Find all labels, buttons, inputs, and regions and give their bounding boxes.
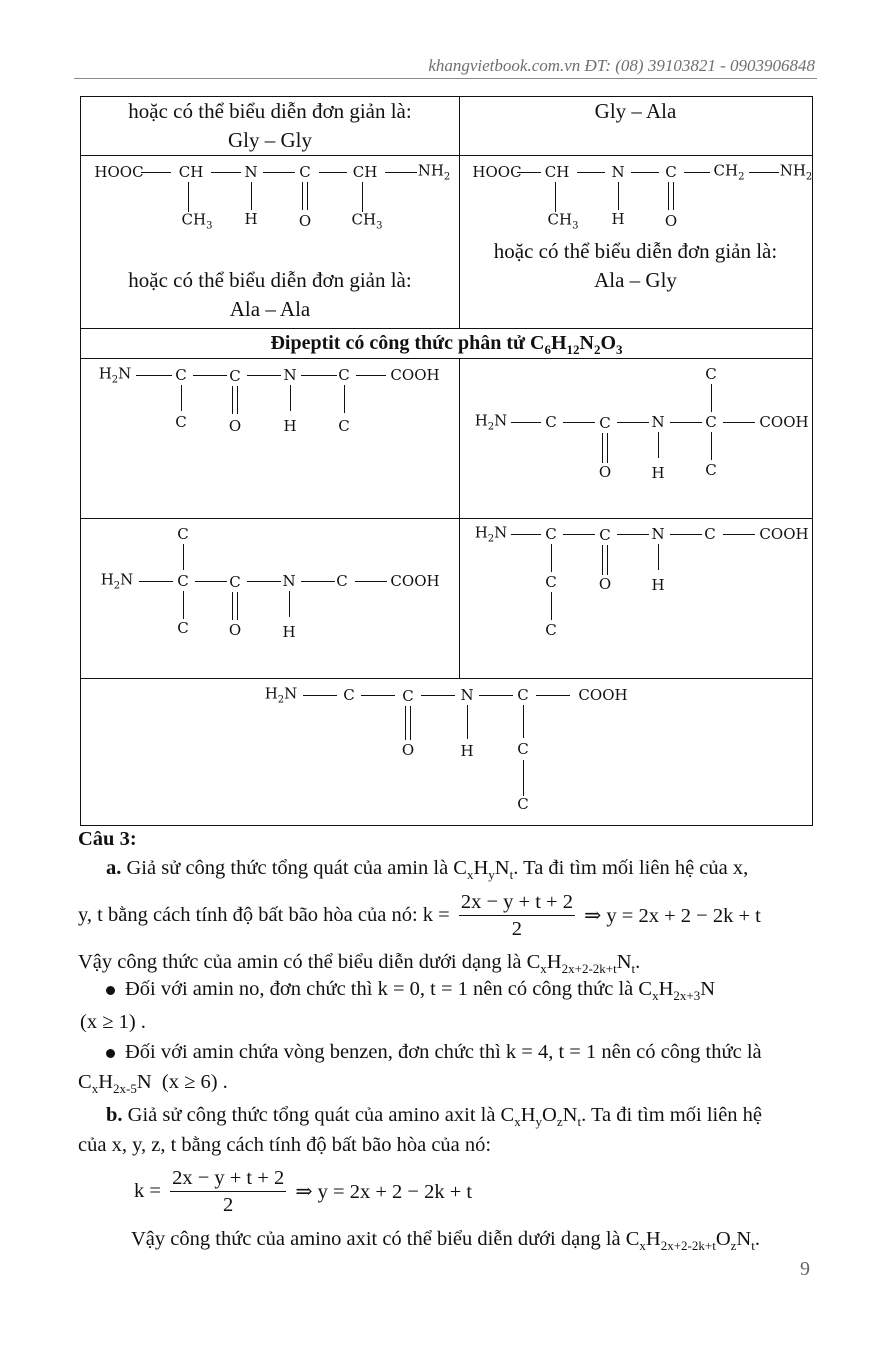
bond	[251, 182, 252, 210]
part-b-label: b.	[106, 1104, 123, 1126]
double-bond	[232, 386, 238, 414]
atom-label: N	[611, 163, 625, 181]
bond	[385, 172, 417, 173]
atom-label: $CH_2$	[713, 161, 745, 183]
atom-label: H	[651, 576, 665, 594]
double-bond	[602, 545, 608, 575]
structure-4	[459, 518, 812, 678]
atom-label: C	[517, 795, 529, 813]
atom-label: C	[705, 461, 717, 479]
atom-label: $NH_2$	[779, 161, 813, 183]
double-bond	[302, 182, 308, 210]
bond	[511, 422, 541, 423]
atom-label: COOH	[759, 413, 809, 431]
bond	[355, 581, 387, 582]
bond	[361, 695, 395, 696]
atom-label: N	[651, 525, 665, 543]
bullet-benzene-formula: $C_xH_{2x-5}N$ (x ≥ 6) .	[78, 1071, 228, 1097]
atom-label: H	[460, 742, 474, 760]
part-a-label: a.	[106, 857, 122, 879]
bond	[618, 182, 619, 210]
structure-3	[81, 518, 459, 678]
structure-5	[251, 678, 651, 826]
bond	[195, 581, 227, 582]
atom-label: HOOC	[94, 163, 144, 181]
bond	[183, 591, 184, 619]
double-bond	[668, 182, 674, 210]
atom-label: C	[343, 686, 355, 704]
bond	[290, 385, 291, 411]
atom-label: C	[705, 413, 717, 431]
atom-label: H	[611, 210, 625, 228]
cell-gly-gly	[81, 97, 459, 155]
atom-label: $H_2N$	[264, 684, 298, 706]
atom-label: CH	[544, 163, 570, 181]
bond	[301, 375, 337, 376]
atom-label: C	[517, 740, 529, 758]
atom-label: COOH	[759, 525, 809, 543]
atom-label: H	[283, 417, 297, 435]
atom-label: C	[545, 413, 557, 431]
bond	[211, 172, 241, 173]
structure-1	[81, 358, 459, 518]
atom-label: N	[651, 413, 665, 431]
bond	[617, 422, 649, 423]
peptide-name: Ala – Gly	[594, 268, 677, 292]
atom-label: C	[338, 366, 350, 384]
structural-formula	[81, 155, 459, 245]
bond	[188, 182, 189, 212]
bond	[749, 172, 779, 173]
bond	[247, 581, 281, 582]
atom-label: $CH_3$	[181, 210, 213, 232]
peptide-name: Ala – Ala	[229, 297, 311, 321]
atom-label: N	[282, 572, 296, 590]
atom-label: $H_2N$	[474, 523, 508, 545]
atom-label: O	[598, 463, 612, 481]
atom-label: H	[244, 210, 258, 228]
atom-label: O	[401, 741, 415, 759]
atom-label: CH	[352, 163, 378, 181]
bond	[362, 182, 363, 212]
atom-label: COOH	[390, 572, 440, 590]
atom-label: C	[545, 621, 557, 639]
bond	[141, 172, 171, 173]
bond	[658, 544, 659, 570]
bond	[181, 385, 182, 411]
cell-text: hoặc có thể biểu diễn đơn giản là:	[128, 268, 412, 292]
atom-label: C	[545, 573, 557, 591]
atom-label: O	[598, 575, 612, 593]
atom-label: O	[298, 212, 312, 230]
bond	[467, 705, 468, 739]
atom-label: N	[283, 366, 297, 384]
bond	[670, 422, 702, 423]
atom-label: N	[460, 686, 474, 704]
bond	[263, 172, 295, 173]
atom-label: $NH_2$	[417, 161, 451, 183]
part-a-general-formula: Vậy công thức của amin có thể biểu diễn dưới dạng là $C_xH_{2x+2-2k+t}N_t$.	[78, 951, 641, 977]
fraction: $\frac{2x - y + t + 2}{2}$	[172, 1167, 285, 1216]
double-bond	[405, 706, 411, 740]
atom-label: HOOC	[472, 163, 522, 181]
atom-label: H	[282, 623, 296, 641]
bond	[658, 432, 659, 458]
bond	[631, 172, 659, 173]
peptide-name: Gly – Ala	[594, 99, 677, 123]
atom-label: $H_2N$	[100, 570, 134, 592]
part-a-line1: a. Giả sử công thức tổng quát của amin là $C_xH_yN_t$. Ta đi tìm mối liên hệ của x,	[106, 857, 749, 883]
condition-text: (x ≥ 1) .	[80, 1011, 146, 1033]
bond	[303, 695, 337, 696]
atom-label: C	[599, 526, 611, 544]
dipeptide-table	[80, 96, 813, 826]
cell-text: hoặc có thể biểu diễn đơn giản là:	[128, 99, 412, 123]
structural-formula	[459, 155, 812, 245]
bond	[617, 534, 649, 535]
part-b-line2: của x, y, z, t bằng cách tính độ bất bão hòa của nó:	[78, 1134, 492, 1156]
atom-label: COOH	[390, 366, 440, 384]
bond	[421, 695, 455, 696]
part-b-equation: k = $\frac{2x - y + t + 2}{2}$ ⇒ y = 2x + 2 − 2k + t	[134, 1167, 473, 1216]
bond	[136, 375, 172, 376]
bond	[193, 375, 227, 376]
bond	[139, 581, 173, 582]
atom-label: C	[705, 365, 717, 383]
atom-label: C	[177, 619, 189, 637]
bond	[319, 172, 347, 173]
bond	[183, 544, 184, 570]
atom-label: C	[299, 163, 311, 181]
atom-label: $H_2N$	[98, 364, 132, 386]
atom-label: CH	[178, 163, 204, 181]
atom-label: C	[665, 163, 677, 181]
bond	[523, 760, 524, 796]
atom-label: C	[704, 525, 716, 543]
bond	[711, 432, 712, 460]
atom-label: N	[244, 163, 258, 181]
atom-label: O	[228, 621, 242, 639]
dipeptide-title: Đipeptit có công thức phân tử $C_6H_{12}N_2O_3$	[270, 332, 623, 357]
atom-label: C	[229, 367, 241, 385]
bond	[577, 172, 605, 173]
part-b-line1: b. Giả sử công thức tổng quát của amino axit là $C_xH_yO_zN_t$. Ta đi tìm mối liên hệ	[106, 1104, 763, 1130]
bond	[344, 385, 345, 413]
bond	[301, 581, 335, 582]
page-header	[74, 56, 817, 79]
bullet-icon	[106, 1049, 115, 1058]
cell-gly-ala	[459, 97, 812, 155]
bond	[479, 695, 513, 696]
structure-2	[459, 358, 812, 518]
bond	[684, 172, 710, 173]
cell-text: hoặc có thể biểu diễn đơn giản là:	[493, 239, 778, 263]
atom-label: C	[402, 687, 414, 705]
double-bond	[232, 592, 238, 620]
bond	[563, 422, 595, 423]
bond	[356, 375, 386, 376]
fraction: $\frac{2x - y + t + 2}{2}$	[460, 891, 573, 940]
atom-label: C	[599, 414, 611, 432]
bond	[551, 544, 552, 572]
bond	[723, 422, 755, 423]
atom-label: C	[545, 525, 557, 543]
bond	[511, 534, 541, 535]
bond	[723, 534, 755, 535]
atom-label: H	[651, 464, 665, 482]
atom-label: C	[336, 572, 348, 590]
cell-ala-ala	[81, 155, 459, 328]
atom-label: COOH	[578, 686, 628, 704]
part-b-general-formula: Vậy công thức của amino axit có thể biểu diễn dưới dạng là $C_xH_{2x+2-2k+t}O_zN_t$.	[131, 1228, 760, 1254]
atom-label: C	[175, 366, 187, 384]
atom-label: $H_2N$	[474, 411, 508, 433]
header-text: khangvietbook.com.vn ĐT: (08) 39103821 - 0903906848	[428, 56, 815, 75]
atom-label: C	[517, 686, 529, 704]
part-a-equation: y, t bằng cách tính độ bất bão hòa của nó: k = $\frac{2x - y + t + 2}{2}$ ⇒ y = 2x + 2 − 2k + t	[78, 891, 761, 940]
question-title: Câu 3:	[78, 828, 137, 850]
peptide-name: Gly – Gly	[228, 128, 312, 152]
page-number: 9	[800, 1258, 810, 1280]
atom-label: C	[175, 413, 187, 431]
double-bond	[602, 433, 608, 463]
bond	[289, 591, 290, 617]
atom-label: C	[338, 417, 350, 435]
bond	[517, 172, 541, 173]
atom-label: C	[177, 525, 189, 543]
bond	[555, 182, 556, 212]
atom-label: C	[177, 572, 189, 590]
bond	[670, 534, 702, 535]
atom-label: $CH_3$	[351, 210, 383, 232]
cell-ala-gly	[459, 155, 812, 328]
bond	[536, 695, 570, 696]
bond	[523, 705, 524, 738]
bullet-icon	[106, 986, 115, 995]
bond	[551, 592, 552, 620]
bullet-saturated-amine: Đối với amin no, đơn chức thì k = 0, t = 1 nên có công thức là $C_xH_{2x+3}N$	[106, 978, 715, 1004]
bond	[247, 375, 281, 376]
bond	[711, 384, 712, 412]
bond	[563, 534, 595, 535]
atom-label: O	[664, 212, 678, 230]
bullet-benzene-amine: Đối với amin chứa vòng benzen, đơn chức thì k = 4, t = 1 nên có công thức là	[106, 1041, 762, 1064]
atom-label: C	[229, 573, 241, 591]
atom-label: $CH_3$	[547, 210, 579, 232]
atom-label: O	[228, 417, 242, 435]
